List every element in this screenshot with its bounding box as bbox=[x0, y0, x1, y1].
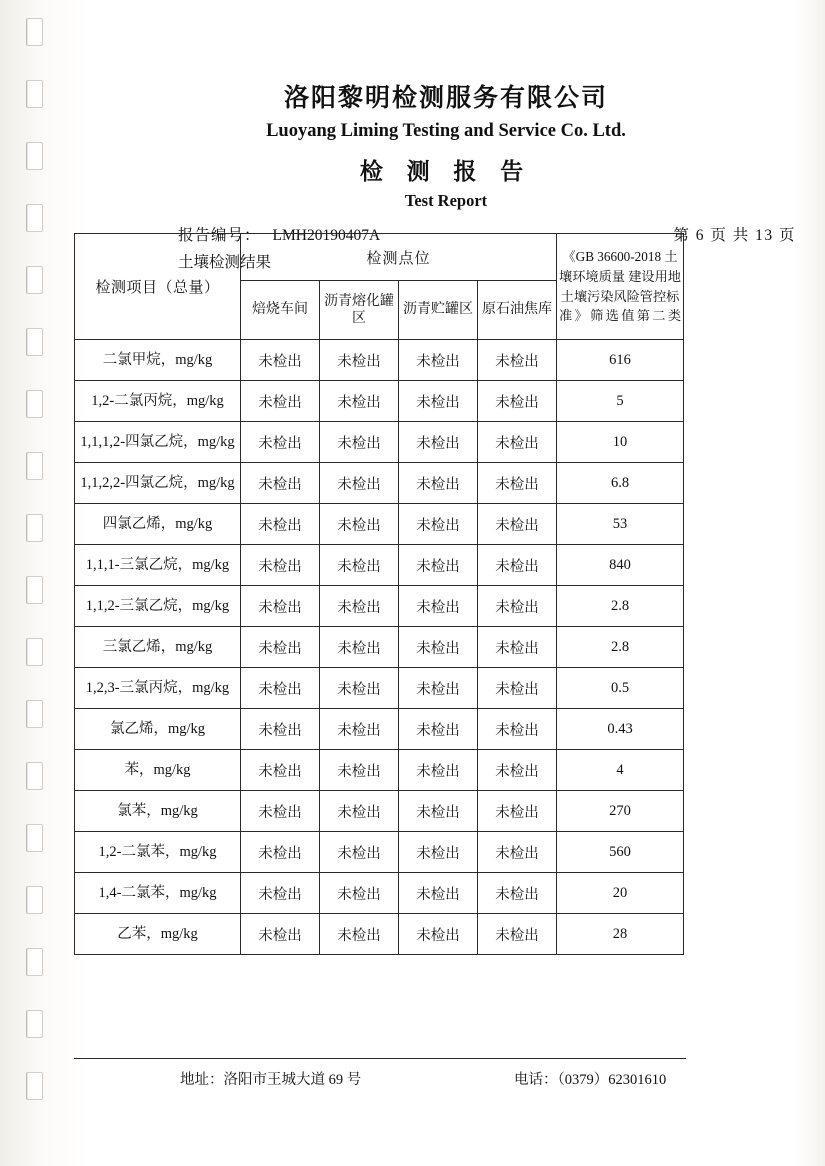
cell-result-point-4: 未检出 bbox=[478, 668, 557, 709]
cell-result-point-3: 未检出 bbox=[399, 545, 478, 586]
header-point-3: 沥青贮罐区 bbox=[399, 281, 478, 340]
cell-result-point-3: 未检出 bbox=[399, 873, 478, 914]
binder-hole bbox=[26, 266, 43, 294]
cell-result-point-1: 未检出 bbox=[241, 668, 320, 709]
cell-result-point-1: 未检出 bbox=[241, 750, 320, 791]
table-row bbox=[75, 832, 684, 873]
cell-result-point-1: 未检出 bbox=[241, 873, 320, 914]
cell-standard-value: 560 bbox=[557, 832, 684, 873]
cell-result-point-3: 未检出 bbox=[399, 750, 478, 791]
cell-test-item: 1,1,2,2-四氯乙烷，mg/kg bbox=[75, 463, 241, 504]
cell-result-point-2: 未检出 bbox=[320, 873, 399, 914]
cell-test-item: 1,1,2-三氯乙烷，mg/kg bbox=[75, 586, 241, 627]
header-point-2: 沥青熔化罐区 bbox=[320, 281, 399, 340]
cell-result-point-3: 未检出 bbox=[399, 832, 478, 873]
cell-standard-value: 2.8 bbox=[557, 627, 684, 668]
cell-result-point-4: 未检出 bbox=[478, 873, 557, 914]
cell-result-point-3: 未检出 bbox=[399, 504, 478, 545]
cell-test-item: 三氯乙烯，mg/kg bbox=[75, 627, 241, 668]
document-title-cn: 检 测 报 告 bbox=[359, 159, 533, 184]
binder-holes bbox=[26, 18, 48, 1148]
table-row bbox=[75, 586, 684, 627]
cell-standard-value: 28 bbox=[557, 914, 684, 955]
cell-result-point-3: 未检出 bbox=[399, 668, 478, 709]
cell-result-point-4: 未检出 bbox=[478, 791, 557, 832]
table-row bbox=[75, 709, 684, 750]
cell-result-point-2: 未检出 bbox=[320, 463, 399, 504]
cell-standard-value: 6.8 bbox=[557, 463, 684, 504]
cell-test-item: 1,2-二氯苯，mg/kg bbox=[75, 832, 241, 873]
table-row bbox=[75, 914, 684, 955]
binder-hole bbox=[26, 204, 43, 232]
binder-hole bbox=[26, 80, 43, 108]
cell-standard-value: 2.8 bbox=[557, 586, 684, 627]
header-point-1: 焙烧车间 bbox=[241, 281, 320, 340]
header-standard: 《GB 36600-2018 土壤环境质量 建设用地土壤污染风险管控标准》筛选值第二类 bbox=[557, 234, 684, 340]
cell-standard-value: 10 bbox=[557, 422, 684, 463]
cell-standard-value: 5 bbox=[557, 381, 684, 422]
cell-result-point-3: 未检出 bbox=[399, 914, 478, 955]
cell-test-item: 二氯甲烷，mg/kg bbox=[75, 340, 241, 381]
binder-hole bbox=[26, 638, 43, 666]
binder-hole bbox=[26, 824, 43, 852]
cell-result-point-2: 未检出 bbox=[320, 545, 399, 586]
cell-result-point-1: 未检出 bbox=[241, 627, 320, 668]
cell-standard-value: 0.5 bbox=[557, 668, 684, 709]
cell-result-point-2: 未检出 bbox=[320, 750, 399, 791]
cell-result-point-4: 未检出 bbox=[478, 381, 557, 422]
cell-result-point-4: 未检出 bbox=[478, 545, 557, 586]
cell-test-item: 1,2,3-三氯丙烷，mg/kg bbox=[75, 668, 241, 709]
cell-result-point-2: 未检出 bbox=[320, 340, 399, 381]
cell-result-point-4: 未检出 bbox=[478, 340, 557, 381]
cell-result-point-1: 未检出 bbox=[241, 832, 320, 873]
company-name-cn: 洛阳黎明检测服务有限公司 bbox=[283, 85, 608, 112]
cell-result-point-2: 未检出 bbox=[320, 381, 399, 422]
cell-standard-value: 616 bbox=[557, 340, 684, 381]
cell-result-point-2: 未检出 bbox=[320, 791, 399, 832]
cell-result-point-1: 未检出 bbox=[241, 586, 320, 627]
cell-result-point-3: 未检出 bbox=[399, 709, 478, 750]
cell-result-point-3: 未检出 bbox=[399, 381, 478, 422]
table-row bbox=[75, 668, 684, 709]
cell-test-item: 1,4-二氯苯，mg/kg bbox=[75, 873, 241, 914]
report-header bbox=[96, 78, 796, 211]
report-number-label: 报告编号： bbox=[178, 227, 261, 244]
table-row bbox=[75, 422, 684, 463]
cell-result-point-3: 未检出 bbox=[399, 422, 478, 463]
cell-test-item: 1,1,1-三氯乙烷，mg/kg bbox=[75, 545, 241, 586]
binder-hole bbox=[26, 328, 43, 356]
binder-hole bbox=[26, 514, 43, 542]
cell-test-item: 1,2-二氯丙烷，mg/kg bbox=[75, 381, 241, 422]
company-name-en: Luoyang Liming Testing and Service Co. Ltd. bbox=[266, 121, 626, 141]
table-row bbox=[75, 627, 684, 668]
cell-result-point-2: 未检出 bbox=[320, 668, 399, 709]
cell-test-item: 四氯乙烯，mg/kg bbox=[75, 504, 241, 545]
cell-result-point-4: 未检出 bbox=[478, 586, 557, 627]
cell-test-item: 氯乙烯，mg/kg bbox=[75, 709, 241, 750]
binder-hole bbox=[26, 576, 43, 604]
table-row bbox=[75, 873, 684, 914]
table-row bbox=[75, 340, 684, 381]
cell-standard-value: 0.43 bbox=[557, 709, 684, 750]
cell-standard-value: 20 bbox=[557, 873, 684, 914]
cell-result-point-1: 未检出 bbox=[241, 545, 320, 586]
cell-result-point-2: 未检出 bbox=[320, 914, 399, 955]
report-number-value: LMH20190407A bbox=[272, 227, 381, 244]
binder-hole bbox=[26, 452, 43, 480]
cell-result-point-1: 未检出 bbox=[241, 422, 320, 463]
binder-hole bbox=[26, 1072, 43, 1100]
cell-result-point-4: 未检出 bbox=[478, 504, 557, 545]
binder-hole bbox=[26, 886, 43, 914]
cell-result-point-1: 未检出 bbox=[241, 463, 320, 504]
cell-standard-value: 270 bbox=[557, 791, 684, 832]
cell-result-point-2: 未检出 bbox=[320, 627, 399, 668]
cell-result-point-3: 未检出 bbox=[399, 340, 478, 381]
header-point-4: 原石油焦库 bbox=[478, 281, 557, 340]
cell-test-item: 氯苯，mg/kg bbox=[75, 791, 241, 832]
cell-test-item: 乙苯，mg/kg bbox=[75, 914, 241, 955]
cell-result-point-2: 未检出 bbox=[320, 586, 399, 627]
cell-standard-value: 53 bbox=[557, 504, 684, 545]
binder-hole bbox=[26, 142, 43, 170]
cell-result-point-1: 未检出 bbox=[241, 504, 320, 545]
cell-result-point-4: 未检出 bbox=[478, 463, 557, 504]
page-footer bbox=[74, 1058, 686, 1088]
cell-standard-value: 4 bbox=[557, 750, 684, 791]
binder-hole bbox=[26, 390, 43, 418]
binder-hole bbox=[26, 700, 43, 728]
table-row bbox=[75, 791, 684, 832]
cell-result-point-2: 未检出 bbox=[320, 504, 399, 545]
cell-result-point-1: 未检出 bbox=[241, 340, 320, 381]
cell-result-point-4: 未检出 bbox=[478, 709, 557, 750]
cell-result-point-4: 未检出 bbox=[478, 627, 557, 668]
cell-result-point-4: 未检出 bbox=[478, 832, 557, 873]
document-title-en: Test Report bbox=[404, 191, 488, 210]
footer-address: 地址：洛阳市王城大道 69 号 bbox=[180, 1072, 362, 1088]
header-test-item: 检测项目（总量） bbox=[75, 234, 241, 340]
soil-test-results-table bbox=[74, 233, 684, 955]
binder-hole bbox=[26, 948, 43, 976]
table-body bbox=[75, 340, 684, 955]
page-indicator: 第 6 页 共 13 页 bbox=[673, 227, 796, 244]
binder-hole bbox=[26, 762, 43, 790]
binder-hole bbox=[26, 1010, 43, 1038]
table-row bbox=[75, 750, 684, 791]
cell-result-point-1: 未检出 bbox=[241, 914, 320, 955]
cell-result-point-1: 未检出 bbox=[241, 709, 320, 750]
cell-test-item: 1,1,1,2-四氯乙烷，mg/kg bbox=[75, 422, 241, 463]
cell-result-point-1: 未检出 bbox=[241, 791, 320, 832]
cell-result-point-4: 未检出 bbox=[478, 422, 557, 463]
cell-standard-value: 840 bbox=[557, 545, 684, 586]
cell-result-point-1: 未检出 bbox=[241, 381, 320, 422]
cell-result-point-4: 未检出 bbox=[478, 914, 557, 955]
table-row bbox=[75, 504, 684, 545]
cell-result-point-3: 未检出 bbox=[399, 463, 478, 504]
header-sampling-points: 检测点位 bbox=[241, 234, 557, 281]
cell-result-point-3: 未检出 bbox=[399, 627, 478, 668]
cell-result-point-2: 未检出 bbox=[320, 832, 399, 873]
cell-result-point-4: 未检出 bbox=[478, 750, 557, 791]
cell-result-point-3: 未检出 bbox=[399, 791, 478, 832]
cell-result-point-2: 未检出 bbox=[320, 709, 399, 750]
table-row bbox=[75, 463, 684, 504]
table-row bbox=[75, 545, 684, 586]
cell-test-item: 苯，mg/kg bbox=[75, 750, 241, 791]
section-title: 土壤检测结果 bbox=[178, 254, 272, 271]
table-row bbox=[75, 381, 684, 422]
table-header-row-1 bbox=[75, 234, 684, 281]
cell-result-point-3: 未检出 bbox=[399, 586, 478, 627]
binder-hole bbox=[26, 18, 43, 46]
footer-telephone: 电话：（0379）62301610 bbox=[514, 1072, 667, 1088]
cell-result-point-2: 未检出 bbox=[320, 422, 399, 463]
